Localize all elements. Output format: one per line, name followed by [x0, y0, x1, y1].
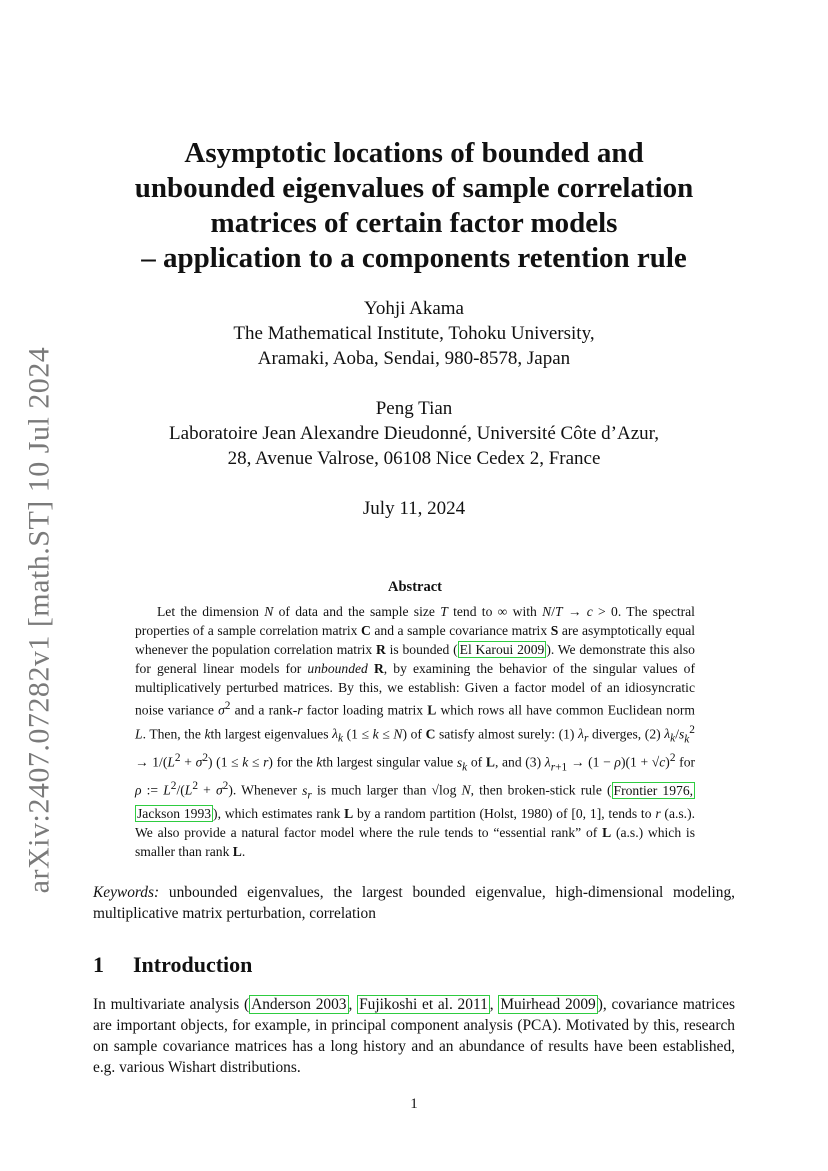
section-number: 1 — [93, 952, 104, 977]
page-number: 1 — [410, 1096, 418, 1112]
abstract — [135, 578, 695, 862]
citation-link[interactable]: Anderson 2003 — [251, 996, 347, 1013]
keywords-text: unbounded eigenvalues, the largest bounded eigenvalue, high-dimensional modeling, multiplicative matrix perturbation, correlation — [93, 884, 735, 922]
title-line-1: Asymptotic locations of bounded and — [184, 137, 644, 169]
title-line-2: unbounded eigenvalues of sample correlation — [134, 172, 694, 204]
citation-link[interactable]: Muirhead 2009 — [500, 996, 596, 1013]
title-line-4: – application to a components retention rule — [141, 242, 687, 274]
author-block-2 — [60, 396, 768, 471]
author-block-1 — [60, 296, 768, 371]
citation-link[interactable]: Jackson 1993 — [137, 806, 212, 822]
citation-link[interactable]: Frontier 1976, — [613, 782, 694, 798]
paper-date: July 11, 2024 — [362, 498, 466, 519]
title-line-3: matrices of certain factor models — [210, 207, 618, 239]
paper-title — [60, 136, 768, 276]
keywords-label: Keywords: — [93, 884, 160, 901]
intro-text: , — [489, 996, 499, 1013]
keywords — [93, 882, 735, 924]
author-name: Peng Tian — [375, 398, 453, 419]
section-title: Introduction — [133, 952, 253, 977]
author-affiliation: The Mathematical Institute, Tohoku University, — [233, 323, 595, 344]
abstract-heading: Abstract — [388, 579, 442, 595]
citation-link[interactable]: El Karoui 2009 — [459, 641, 545, 657]
intro-text: In multivariate analysis ( — [93, 996, 250, 1013]
citation-link[interactable]: Fujikoshi et al. 2011 — [359, 996, 488, 1013]
author-name: Yohji Akama — [364, 298, 464, 319]
author-address: 28, Avenue Valrose, 06108 Nice Cedex 2, France — [227, 448, 601, 469]
intro-text: ), covariance matrices are important objects, for example, in principal component analysis (PCA). Motivated by this, research on sample covariance matrices has a long history and an abundance of results have been established, e.g. various Wishart distributions. — [93, 996, 735, 1076]
abstract-text: Let the dimension N of data and the sample size T tend to ∞ with N/T → c > 0. The spectral properties of a sample correlation matrix C and a sample covariance matrix S are asymptotically equal whenever the population correlation matrix R is bounded ( El Karoui 2009 ). We demonstrate this also for general linear models for unbounded R, by examining the behavior of the singular values of multiplicatively perturbed matrices. By this, we establish: Given a factor model of an idiosyncratic noise variance $\sigma^2$ and a rank-r factor loading matrix L which rows all have common Euclidean norm L. Then, the kth largest eigenvalues $\lambda_k$ (1 ≤ k ≤ N) of C satisfy almost surely: (1) $\lambda_r$ diverges, (2) $\lambda_k/s_k^2 \to 1/(L^2 + \sigma^2) (1 \le k \le r)$ for the kth largest singular value $s_k$ of L, and (3) $\lambda_{r+1} \to (1 - \rho)(1 + √c)^2$ for ρ := $L^2/(L^2 + \sigma^2)$. Whenever $s_r$ is much larger than √log N, then broken-stick rule ( Frontier 1976, Jackson 1993 ), which estimates rank L by a random partition (Holst, 1980) of [0, 1], tends to r (a.s.). We also provide a natural factor model where the rule tends to “essential rank” of L (a.s.) which is smaller than rank L. — [135, 603, 696, 860]
author-affiliation: Laboratoire Jean Alexandre Dieudonné, Université Côte d’Azur, — [169, 423, 659, 444]
section-heading — [93, 952, 735, 978]
arxiv-identifier: arXiv:2407.07282v1 [math.ST] 10 Jul 2024 — [22, 346, 56, 894]
intro-text: , — [348, 996, 358, 1013]
introduction-paragraph — [93, 994, 735, 1078]
author-list — [60, 296, 768, 521]
author-address: Aramaki, Aoba, Sendai, 980-8578, Japan — [257, 348, 571, 369]
